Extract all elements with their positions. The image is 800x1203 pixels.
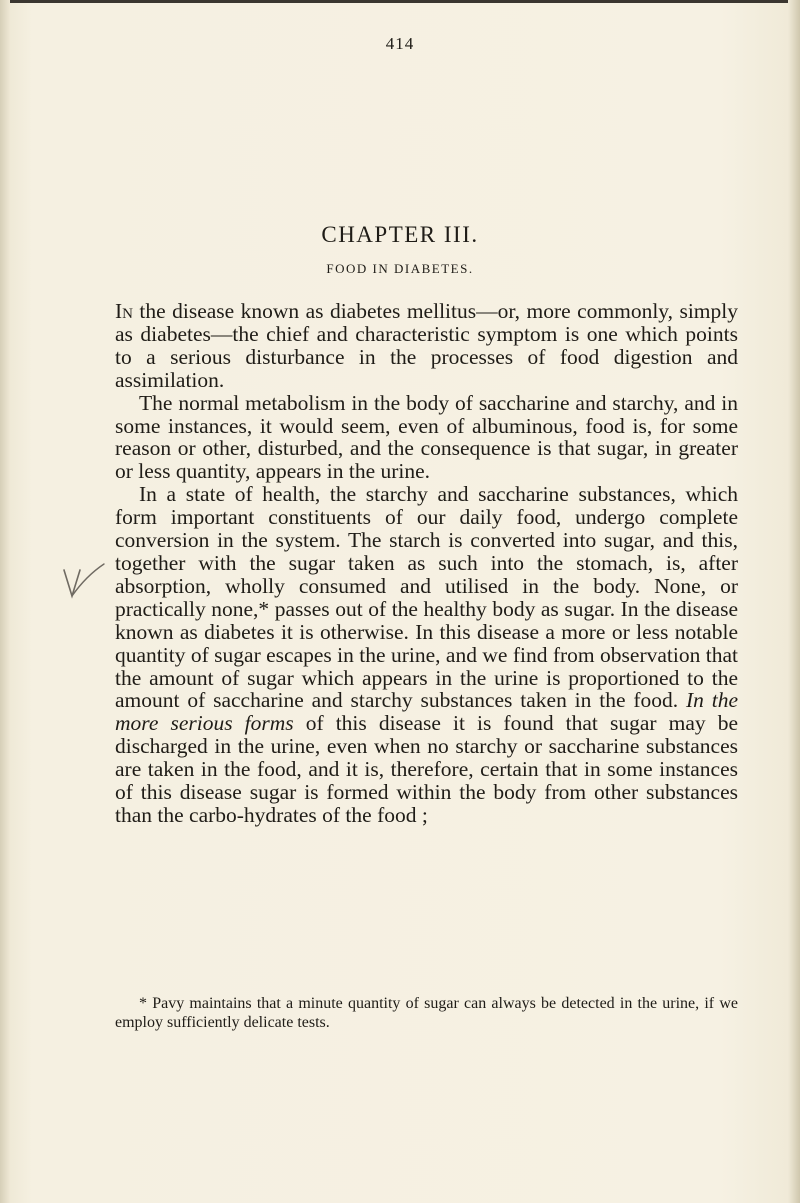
paragraph-3-italic: In the more serious forms: [115, 688, 738, 736]
paragraph-3-text-after: of this disease it is found that sugar may be discharged in the urine, even when no starchy or saccharine substances are taken in the food, and it is, therefore, certain that in some instances of this disease sugar is formed within the body from other substances than the carbo-hydrates of the food ;: [115, 711, 738, 827]
paragraph-1-text: the disease known as diabetes mellitus—or, more commonly, simply as diabetes—the chief and characteristic symptom is one which points to a serious disturbance in the processes of food digestion and assimilation.: [115, 299, 738, 392]
paragraph-1: [115, 300, 738, 392]
scan-top-border: [0, 0, 800, 3]
body-text: [115, 300, 738, 827]
paragraph-3: [115, 483, 738, 827]
scan-right-edge: [788, 0, 800, 1203]
paragraph-2: The normal metabolism in the body of saccharine and starchy, and in some instances, it would seem, even of albuminous, food is, for some reason or other, disturbed, and the consequence is that sugar, in greater or less quantity, appears in the urine.: [115, 390, 738, 484]
footnote: * Pavy maintains that a minute quantity of sugar can always be detected in the urine, if we employ sufficiently delicate tests.: [115, 995, 738, 1031]
pencil-checkmark-icon: [58, 560, 108, 604]
chapter-title: CHAPTER III.: [321, 222, 479, 247]
paragraph-3-text-before: In a state of health, the starchy and saccharine substances, which form important constituents of our daily food, undergo complete conversion in the system. The starch is converted into sugar, and this, together with the sugar taken as such into the stomach, is, after absorption, wholly consumed and utilised in the body. None, or practically none,* passes out of the healthy body as sugar. In the disease known as diabetes it is otherwise. In this disease a more or less notable quantity of sugar escapes in the urine, and we find from observation that the amount of sugar which appears in the urine is proportioned to the amount of saccharine and starchy substances taken in the food.: [115, 482, 738, 713]
paragraph-lead-word: In: [115, 299, 133, 323]
scan-left-edge: [0, 0, 10, 1203]
chapter-subtitle: FOOD IN DIABETES.: [326, 261, 474, 276]
page-number: 414: [385, 34, 415, 53]
